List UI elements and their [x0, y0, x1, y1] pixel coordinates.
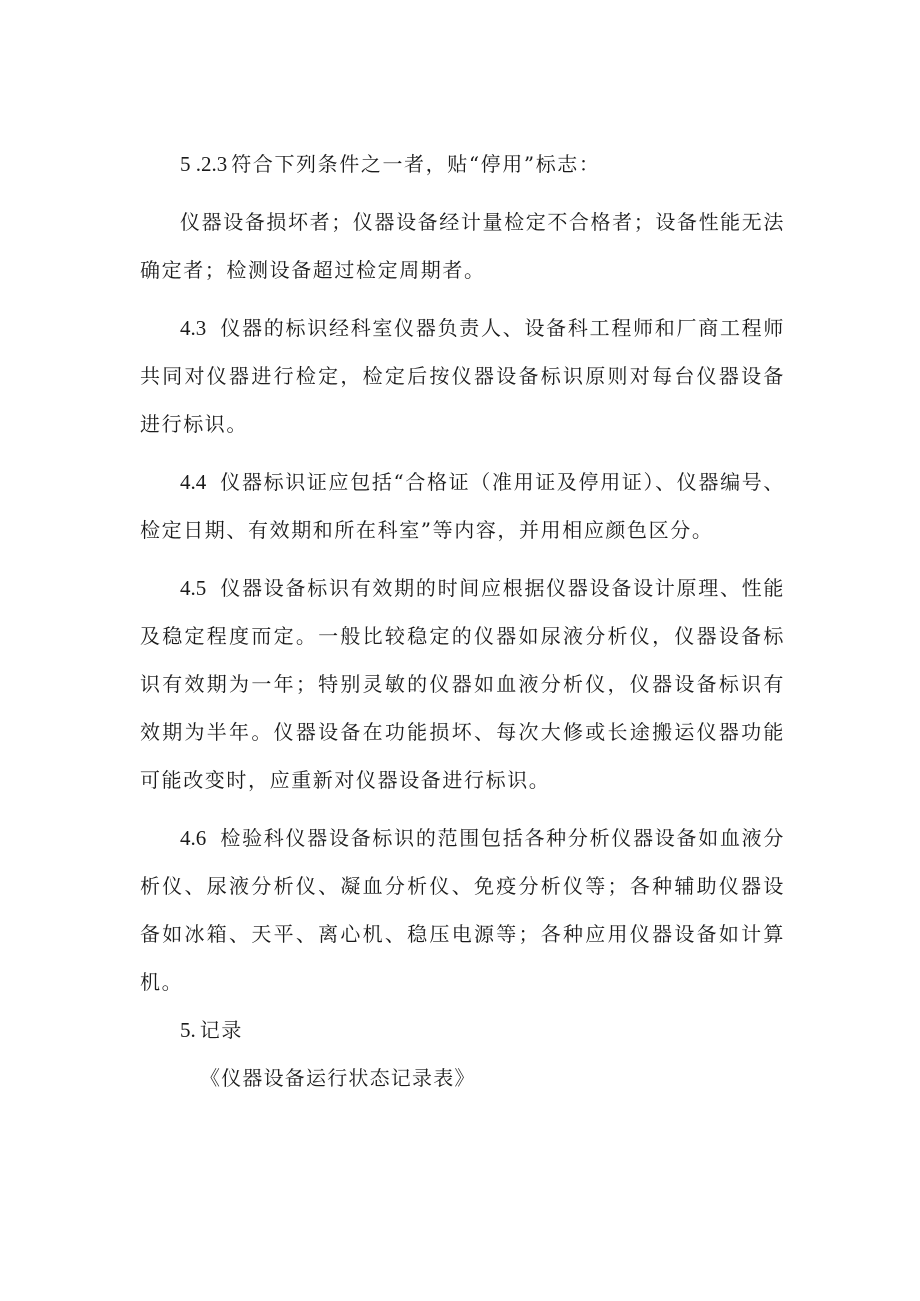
section-4-6 — [140, 814, 785, 1006]
document-body — [140, 140, 785, 1102]
section-5-2-3-body — [140, 198, 785, 294]
section-number: 4.3 — [180, 316, 207, 340]
section-4-5 — [140, 564, 785, 804]
section-text: 仪器设备标识有效期的时间应根据仪器设备设计原理、性能及稳定程度而定。一般比较稳定的仪器如尿液分析仪，仪器设备标识有效期为一年；特别灵敏的仪器如血液分析仪，仪器设备标识有效期为半年。仪器设备在功能损坏、每次大修或长途搬运仪器功能可能改变时，应重新对仪器设备进行标识。 — [140, 576, 785, 792]
section-text: 仪器的标识经科室仪器负责人、设备科工程师和厂商工程师共同对仪器进行检定，检定后按仪器设备标识原则对每台仪器设备进行标识。 — [140, 316, 785, 436]
section-text: 符合下列条件之一者，贴“停用”标志： — [231, 152, 601, 176]
section-5-2-3-heading — [140, 140, 785, 188]
section-number: 5 .2.3 — [180, 152, 228, 176]
section-number: 4.6 — [180, 826, 207, 850]
section-4-3 — [140, 304, 785, 448]
section-text: 检验科仪器设备标识的范围包括各种分析仪器设备如血液分析仪、尿液分析仪、凝血分析仪、免疫分析仪等；各种辅助仪器设备如冰箱、天平、离心机、稳压电源等；各种应用仪器设备如计算机。 — [140, 826, 785, 994]
section-text: 记录 — [199, 1018, 243, 1042]
section-5-heading — [140, 1006, 785, 1054]
section-text: 仪器标识证应包括“合格证（准用证及停用证）、仪器编号、检定日期、有效期和所在科室”等内容，并用相应颜色区分。 — [140, 470, 785, 542]
section-number: 4.5 — [180, 576, 207, 600]
section-4-4 — [140, 458, 785, 554]
section-number: 4.4 — [180, 470, 207, 494]
record-form-title: 《仪器设备运行状态记录表》 — [200, 1066, 476, 1090]
section-text: 仪器设备损坏者；仪器设备经计量检定不合格者；设备性能无法确定者；检测设备超过检定周期者。 — [140, 210, 785, 282]
section-number: 5. — [180, 1018, 196, 1042]
